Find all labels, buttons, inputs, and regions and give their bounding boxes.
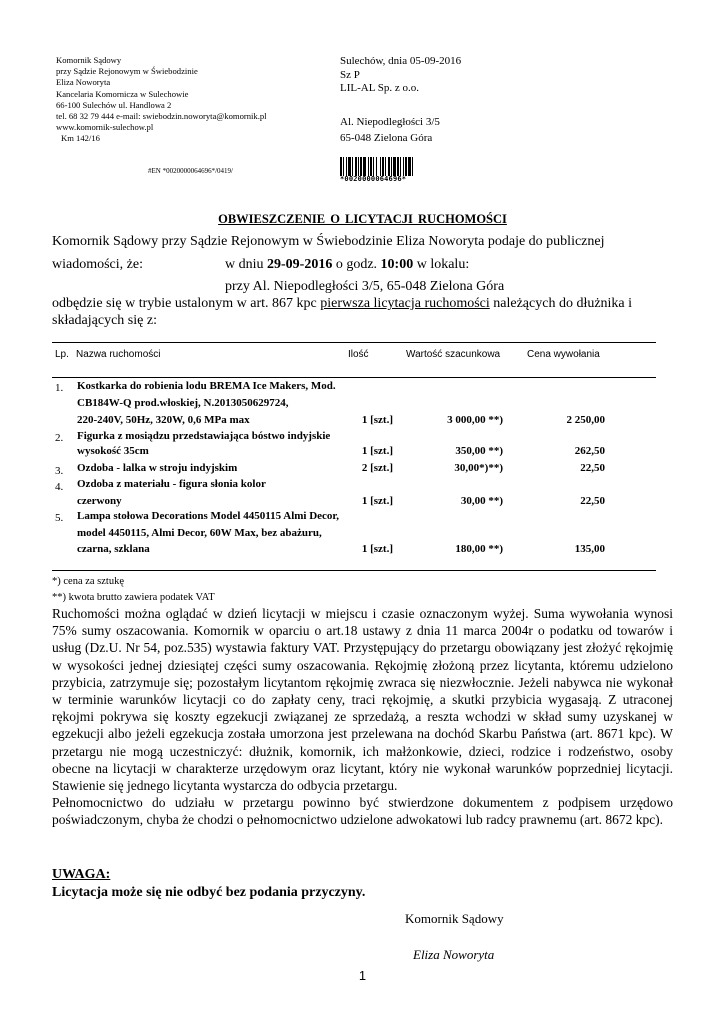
sender-line: Komornik Sądowy <box>56 55 122 65</box>
recipient-city: 65-048 Zielona Góra <box>340 132 433 144</box>
item-name-line: Kostkarka do robienia lodu BREMA Ice Makers, Mod. <box>77 380 336 392</box>
page-number: 1 <box>358 968 367 983</box>
signature-name: Eliza Noworyta <box>413 947 495 962</box>
item-lp: 1. <box>55 382 64 394</box>
auction-time: 10:00 <box>380 257 414 272</box>
item-lp: 2. <box>55 432 64 444</box>
warning-text: Licytacja może się nie odbyć bez podania przyczyny. <box>52 885 366 900</box>
table-header-rule <box>52 377 656 378</box>
intro-line-4 <box>52 296 632 312</box>
sender-line: Kancelaria Komornicza w Sulechowie <box>56 88 189 99</box>
table-top-rule <box>52 342 656 343</box>
col-header-lp: Lp. <box>55 349 69 360</box>
item-name-line: Lampa stołowa Decorations Model 4450115 Almi Decor, <box>77 510 340 522</box>
warning-heading: UWAGA: <box>52 867 111 882</box>
date-prefix: w dniu <box>225 257 264 272</box>
barcode-bars <box>340 157 448 176</box>
item-qty: 1 [szt.] <box>361 414 393 426</box>
sender-line: Eliza Noworyta <box>56 77 111 88</box>
recipient-name: LIL-AL Sp. z o.o. <box>340 82 420 94</box>
item-name-line: CB184W-Q prod.włoskiej, N.2013050629724, <box>77 397 289 409</box>
item-price: 2 250,00 <box>566 414 605 426</box>
intro-line-4-start: odbędzie się w trybie ustalonym w art. 867 kpc <box>52 296 317 311</box>
table-bottom-rule <box>52 570 656 571</box>
intro-line-5: składających się z: <box>52 313 157 328</box>
item-value: 180,00 **) <box>455 543 503 555</box>
signature-title: Komornik Sądowy <box>405 911 504 926</box>
item-name-line: Ozdoba z materiału - figura słonia kolor <box>77 478 266 490</box>
item-name-line: wysokość 35cm <box>77 445 149 457</box>
item-value: 30,00*)**) <box>454 462 503 474</box>
barcode-bar <box>413 157 415 176</box>
terms-paragraph: Ruchomości można oglądać w dzień licytacji w miejscu i czasie oznaczonym wyżej. Suma wywołania wynosi 75% sumy oszacowania. Komornik w oparciu o art.18 ustawy z dnia 11 marca 2004r o podatku od towarów i usług (Dz.U. Nr 54, poz.535) wystawia faktury VAT. Przystępujący do przetargu obowiązany jest złożyć rękojmię w wysokości jednej dziesiątej części sumy oszacowania. Rękojmię złożoną przez licytanta, któremu udzielono przybicia, zatrzymuje się; pozostałym licytantom rękojmię zwraca się niezwłocznie. Jeżeli nabywca nie wykonał w terminie warunków licytacji co do zapłaty ceny, traci rękojmię, a skutki przybicia wygasają. Z utraconej rękojmi pokrywa się koszty egzekucji związanej ze sprzedażą, a reszta wchodzi w skład sumy uzyskanej w egzekucji albo jeżeli egzekucja została umorzona jest przelewana na dochód Skarbu Państwa (art. 8671 kpc). W przetargu nie mogą uczestniczyć: dłużnik, komornik, ich małżonkowie, dzieci, rodzice i rodzeństwo, osoby obecne na licytacji w charakterze urzędowym oraz licytant, który nie wykonał warunków poprzedniej licytacji. Stawienie się jednego licytanta wystarcza do odbycia przetargu. <box>52 606 673 794</box>
item-lp: 5. <box>55 512 64 524</box>
case-number: Km 142/16 <box>61 133 100 144</box>
item-lp: 3. <box>55 465 64 477</box>
item-name-line: model 4450115, Almi Decor, 60W Max, bez abażuru, <box>77 527 322 539</box>
auction-datetime <box>225 257 469 273</box>
col-header-name: Nazwa ruchomości <box>76 349 161 360</box>
sender-line: 66-100 Sulechów ul. Handlowa 2 <box>56 99 172 110</box>
intro-line-2-start: wiadomości, że: <box>52 257 143 272</box>
item-name-line: czarna, szklana <box>77 543 150 555</box>
place-prefix: w lokalu: <box>416 257 470 272</box>
item-value: 30,00 **) <box>460 495 503 507</box>
item-lp: 4. <box>55 481 64 493</box>
item-qty: 2 [szt.] <box>361 462 393 474</box>
first-auction-text: pierwsza licytacja ruchomości <box>320 296 490 311</box>
reference-code: #EN *0020000064696*/0419/ <box>148 167 233 175</box>
sender-block <box>56 55 267 145</box>
recipient-street: Al. Niepodległości 3/5 <box>340 115 440 128</box>
auction-terms <box>52 605 673 829</box>
item-name-line: 220-240V, 50Hz, 320W, 0,6 MPa max <box>77 414 250 426</box>
sender-line: tel. 68 32 79 444 e-mail: swiebodzin.noworyta@komornik.pl <box>56 111 267 122</box>
item-price: 135,00 <box>574 543 605 555</box>
item-value: 3 000,00 **) <box>447 414 503 426</box>
date-line: Sulechów, dnia 05-09-2016 <box>340 55 462 67</box>
item-value: 350,00 **) <box>455 445 503 457</box>
item-name-line: Figurka z mosiądzu przedstawiająca bóstwo indyjskie <box>77 430 331 442</box>
time-prefix: o godz. <box>335 257 378 272</box>
barcode <box>340 157 448 181</box>
item-price: 262,50 <box>574 445 605 457</box>
item-name-line: czerwony <box>77 495 122 507</box>
sender-line: www.komornik-sulechow.pl <box>56 122 154 133</box>
sender-line: przy Sądzie Rejonowym w Świebodzinie <box>56 66 198 77</box>
auction-location: przy Al. Niepodległości 3/5, 65-048 Zielona Góra <box>225 279 505 294</box>
note-vat: **) kwota brutto zawiera podatek VAT <box>52 592 215 603</box>
item-price: 22,50 <box>580 495 605 507</box>
barcode-text: *0020000064696* <box>340 175 407 183</box>
item-name-line: Ozdoba - lalka w stroju indyjskim <box>77 462 238 474</box>
intro-line-4-end: należących do dłużnika i <box>493 296 633 311</box>
auction-date: 29-09-2016 <box>267 257 333 272</box>
power-of-attorney-paragraph: Pełnomocnictwo do udziału w przetargu powinno być stwierdzone dokumentem z podpisem urzędowo poświadczonym, chyba że chodzi o pełnomocnictwo udzielone adwokatowi lub radcy prawnemu (art. 8672 kpc). <box>52 795 673 828</box>
note-per-piece: *) cena za sztukę <box>52 576 124 587</box>
intro-line-1: Komornik Sądowy przy Sądzie Rejonowym w Świebodzinie Eliza Noworyta podaje do publicznej <box>52 234 605 249</box>
item-qty: 1 [szt.] <box>361 543 393 555</box>
col-header-qty: Ilość <box>348 349 369 360</box>
item-price: 22,50 <box>580 462 605 474</box>
col-header-value: Wartość szacunkowa <box>406 349 501 360</box>
recipient-block <box>340 55 461 146</box>
item-qty: 1 [szt.] <box>361 495 393 507</box>
recipient-code: Sz P <box>340 68 360 81</box>
col-header-price: Cena wywołania <box>527 349 600 360</box>
item-qty: 1 [szt.] <box>361 445 393 457</box>
document-title: OBWIESZCZENIE O LICYTACJI RUCHOMOŚCI <box>218 212 507 226</box>
